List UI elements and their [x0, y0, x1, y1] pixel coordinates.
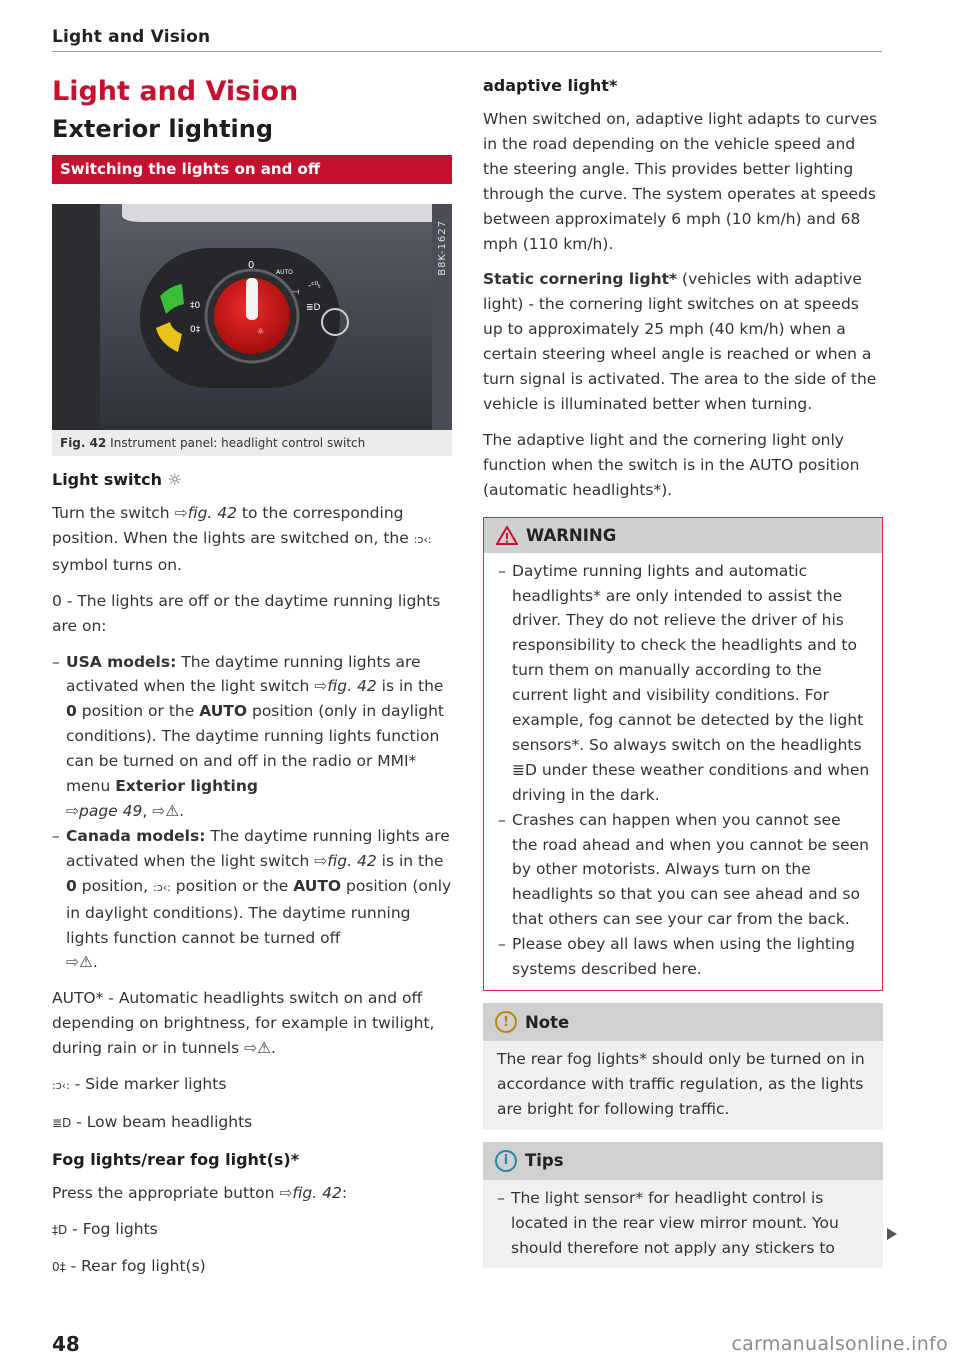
text: position,: [76, 876, 153, 895]
note-box: [483, 1003, 883, 1130]
position-o: 0: [66, 702, 77, 721]
position-auto: AUTO: [293, 876, 342, 895]
fog-lights-heading: Fog lights/rear fog light(s)*: [52, 1149, 300, 1169]
text: - Low beam headlights: [71, 1112, 253, 1131]
text: The light sensor* for headlight control is located in the rear view mirror mount. You should therefore not apply any stickers to: [511, 1188, 839, 1257]
text: - Side marker lights: [69, 1075, 227, 1094]
text: Press the appropriate button: [52, 1183, 280, 1202]
text: symbol turns on.: [52, 555, 182, 574]
left-column: [52, 72, 452, 1291]
watermark: carmanualsonline.info: [731, 1333, 948, 1355]
fog-paragraph: [52, 1181, 452, 1206]
section-title: Exterior lighting: [52, 115, 274, 143]
svg-text:≣D: ≣D: [306, 303, 321, 313]
fig-ref-link[interactable]: fig. 42: [327, 851, 377, 870]
text: position or the: [76, 702, 200, 721]
arrow-icon: ⇨: [244, 1039, 258, 1058]
switch-label-auto: AUTO: [276, 269, 293, 276]
figure-caption-text: Instrument panel: headlight control switch: [110, 436, 366, 450]
arrow-icon: ⇨: [314, 677, 328, 696]
usa-models-item: – USA models: The daytime running lights are activated when the light switch ⇨fig. 42 is in the 0 position or the AUTO position (only in daylight conditions). The daytime running lights function can be turned on and off in the radio or MMI* menu Exterior lighting ⇨page 49, ⇨⚠.: [52, 652, 444, 820]
warning-box: [483, 517, 883, 991]
tips-body: [483, 1180, 883, 1269]
position-o: 0: [66, 876, 77, 895]
side-marker-icon: :ɔ‹:: [52, 1079, 70, 1093]
arrow-icon: ⇨: [279, 1183, 293, 1202]
tips-title: Tips: [525, 1151, 564, 1171]
fig-ref-link[interactable]: fig. 42: [327, 677, 377, 696]
subsection-bar: Switching the lights on and off: [52, 155, 452, 184]
static-cornering-paragraph: [483, 267, 883, 416]
note-body: [483, 1041, 883, 1130]
auto-paragraph: AUTO* - Automatic headlights switch on and off depending on brightness, for example in twilight, during rain or in tunnels ⇨⚠.: [52, 989, 435, 1058]
arrow-icon: ⇨: [152, 801, 166, 820]
svg-text:☼: ☼: [257, 327, 265, 336]
note-icon: !: [495, 1011, 517, 1033]
text: position (only in daylight conditions). The daytime running lights function can be turned on and off in the radio or MMI* menu: [66, 702, 444, 796]
light-switch-heading: [52, 470, 452, 489]
rear-fog-icon: 0‡: [52, 1259, 66, 1274]
low-beam-line: [52, 1110, 452, 1136]
tips-header: [483, 1142, 883, 1180]
info-icon: i: [495, 1150, 517, 1172]
figure-code: B8K-1627: [437, 220, 448, 276]
arrow-icon: ⇨: [174, 504, 188, 522]
warning-item: – Please obey all laws when using the lighting systems described here.: [498, 935, 855, 979]
warning-title: WARNING: [526, 525, 617, 545]
warning-body: [484, 553, 882, 990]
arrow-icon: ⇨: [66, 801, 79, 820]
rear-fog-line: [52, 1254, 452, 1280]
warning-ref-icon[interactable]: ⚠: [257, 1039, 272, 1058]
text: :: [341, 1183, 348, 1202]
warning-item: – Daytime running lights and automatic headlights* are only intended to assist the driver. They do not relieve the driver of his responsibility to check the headlights and to turn them on manually according to the current light and visibility conditions. For example, fog cannot be detected by the light sensors*. So always switch on the headlights ≣D under these weather conditions and when driving in the dark.: [498, 561, 870, 804]
text: The daytime running lights are activated when the light switch: [66, 652, 421, 696]
fig-ref-link[interactable]: fig. 42: [292, 1183, 342, 1202]
text: to the corresponding position. When the lights are switched on, the: [52, 504, 414, 547]
note-text: The rear fog lights* should only be turned on in accordance with traffic regulation, as the lights are bright for following traffic.: [497, 1050, 865, 1118]
canada-models-item: – Canada models: The daytime running lights are activated when the light switch ⇨fig. 42 is in the 0 position, :ɔ‹: position or the AUTO position (only in daylight conditions). The daytime running lights function cannot be turned off ⇨⚠.: [52, 826, 452, 972]
chapter-title: Light and Vision: [52, 76, 299, 107]
fig-ref-link[interactable]: fig. 42: [187, 504, 237, 522]
side-marker-icon: :ɔ‹:: [152, 880, 171, 894]
svg-text:0‡: 0‡: [190, 325, 201, 335]
text: AUTO* - Automatic headlights switch on and off depending on brightness, for example in twilight, during rain or in tunnels: [52, 989, 435, 1058]
fog-lights-line: [52, 1217, 452, 1243]
text: position or the: [170, 876, 294, 895]
text: position (only in daylight conditions). The daytime running lights function cannot be turned off: [66, 876, 452, 947]
warning-ref-icon[interactable]: ⚠: [79, 953, 93, 972]
canada-label: Canada models:: [66, 826, 206, 845]
page-number: 48: [52, 1332, 80, 1356]
figure-label: Fig. 42: [60, 436, 107, 450]
adaptive-light-heading: adaptive light*: [483, 76, 618, 95]
low-beam-icon: ≣D: [52, 1115, 72, 1130]
text: is in the: [376, 677, 444, 696]
page-ref-link[interactable]: page 49: [79, 801, 143, 820]
warning-header: [484, 518, 882, 553]
side-marker-line: [52, 1072, 452, 1099]
figure-caption: [52, 430, 452, 456]
static-cornering-label: Static cornering light*: [483, 270, 678, 289]
text: - Rear fog light(s): [65, 1256, 206, 1275]
adaptive-paragraph: When switched on, adaptive light adapts to curves in the road depending on the vehicle speed and the steering angle. This provides better lighting through the curve. The system operates at speeds between approximately 6 mph (10 km/h) and 68 mph (110 km/h).: [483, 110, 878, 253]
note-header: [483, 1003, 883, 1041]
light-switch-heading-text: Light switch: [52, 470, 163, 489]
text: (vehicles with adaptive light) - the cornering light switches on at speeds up to approximately 25 mph (40 km/h) when a certain steering wheel angle is reached or when a turn signal is activated. The area to the side of the vehicle is illuminated better when turning.: [483, 270, 877, 413]
menu-exterior-lighting: Exterior lighting: [115, 777, 258, 796]
text: Turn the switch: [52, 504, 175, 522]
side-marker-icon: :ɔ‹:: [413, 532, 432, 546]
right-column: [483, 72, 883, 1268]
warning-item: – Crashes can happen when you cannot see the road ahead and when you cannot be seen by other motorists. Always turn on the headlights so that you can see ahead and so that others can see your car from the back.: [498, 810, 869, 929]
continue-arrow-icon[interactable]: [887, 1228, 897, 1240]
switch-label-off: 0: [248, 260, 255, 271]
position-auto: AUTO: [199, 702, 248, 721]
arrow-icon: ⇨: [314, 851, 328, 870]
tips-box: [483, 1142, 883, 1269]
text: ,: [142, 801, 148, 820]
text: Daytime running lights and automatic headlights* are only intended to assist the driver. They do not relieve the driver of his responsibility to check the headlights and to turn them on manually according to the current light and visibility conditions. For example, fog cannot be detected by the light sensors*. So always switch on the headlights ≣D under these weather conditions and when driving in the dark.: [512, 561, 870, 804]
text: Please obey all laws when using the lighting systems described here.: [512, 935, 855, 979]
text: is in the: [376, 851, 444, 870]
warning-ref-icon[interactable]: ⚠: [165, 801, 180, 820]
figure-headlight-switch: [52, 204, 452, 430]
arrow-icon: ⇨: [66, 953, 79, 972]
svg-text:‡0: ‡0: [190, 301, 201, 311]
svg-text:⟞: ⟞: [292, 287, 300, 297]
usa-label: USA models:: [66, 652, 177, 671]
warning-triangle-icon: [496, 526, 518, 545]
headlight-switch-illustration: [52, 204, 452, 430]
light-switch-paragraph: [52, 501, 452, 578]
running-head: Light and Vision: [52, 27, 211, 47]
text: Crashes can happen when you cannot see the road ahead and when you cannot be seen by other motorists. Always turn on the headlights so that you can see ahead and so that others can see your car from the back.: [512, 810, 869, 929]
sun-icon: ☼: [167, 470, 182, 489]
svg-text:-ᶜ⁰ₜ: -ᶜ⁰ₜ: [308, 281, 321, 291]
note-title: Note: [525, 1012, 570, 1032]
adaptive-auto-paragraph: The adaptive light and the cornering light only function when the switch is in the AUTO position (automatic headlights*).: [483, 430, 860, 499]
text: - Fog lights: [67, 1219, 158, 1238]
header-rule: [52, 51, 882, 52]
position-zero-paragraph: 0 - The lights are off or the daytime running lights are on:: [52, 591, 441, 635]
text: The daytime running lights are activated when the light switch: [66, 826, 450, 870]
fog-light-icon: ‡D: [52, 1222, 68, 1237]
tips-item: – The light sensor* for headlight control is located in the rear view mirror mount. You should therefore not apply any stickers to: [497, 1188, 839, 1257]
